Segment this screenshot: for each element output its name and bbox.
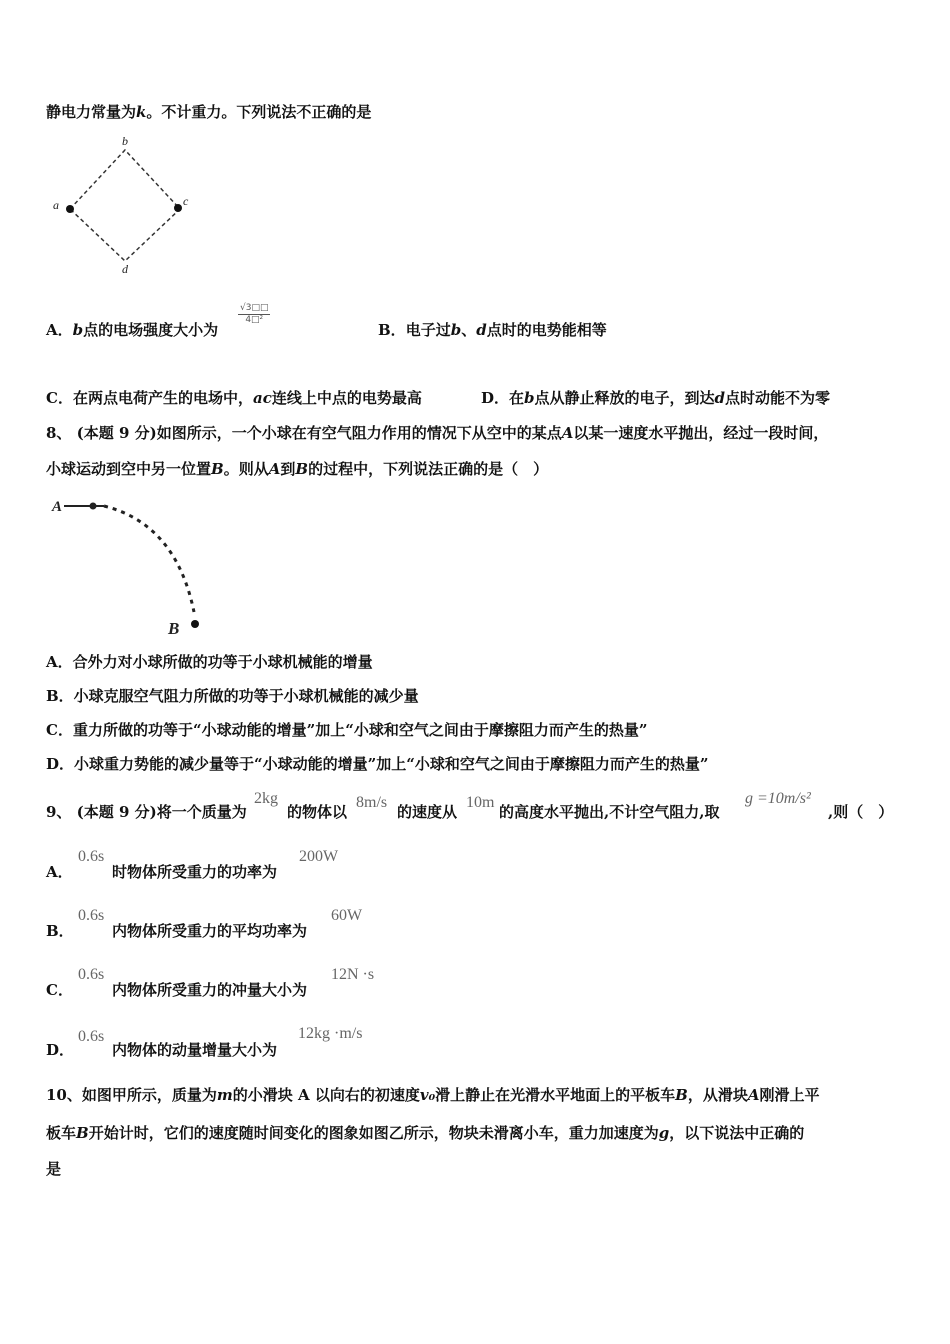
q8-trajectory-figure <box>46 494 216 639</box>
q7-diamond-figure <box>46 133 206 278</box>
q9-option-a-text: 时物体所受重力的功率为 <box>112 863 278 881</box>
q9-option-d-value: 12kg ·m/s <box>298 1025 363 1042</box>
q8-stem-line2: 小球运动到空中另一位置B。则从A到B的过程中，下列说法正确的是（ ） <box>46 460 549 478</box>
q9-option-b-time: 0.6s <box>78 907 105 924</box>
q9-option-c-time: 0.6s <box>78 966 105 983</box>
q9-option-a-letter: A． <box>46 863 73 881</box>
q10-stem-line1: 10、如图甲所示，质量为m的小滑块 A 以向右的初速度v₀滑上静止在光滑水平地面上的平板车B，从滑块A刚滑上平 <box>46 1086 820 1104</box>
q9-option-b-text: 内物体所受重力的平均功率为 <box>112 922 308 940</box>
label-c: c <box>183 194 189 208</box>
q9-stem-part5: ,则（ ） <box>828 803 894 821</box>
label-a: a <box>53 198 59 212</box>
q9-option-d-time: 0.6s <box>78 1028 105 1045</box>
q9-option-b-value: 60W <box>331 907 363 924</box>
q9-stem-part2: 的物体以 <box>287 803 348 821</box>
point-b-label: B <box>168 619 180 638</box>
q10-stem-line2: 板车B开始计时，它们的速度随时间变化的图象如图乙所示，物块未滑离小车，重力加速度为g，以下说法中正确的 <box>46 1124 805 1142</box>
q9-stem-part3: 的速度从 <box>397 803 458 821</box>
q7-option-c[interactable]: C．在两点电荷产生的电场中，ac连线上中点的电势最高 <box>46 389 422 407</box>
q9-option-d-letter: D． <box>46 1041 75 1059</box>
q9-stem-part4: 的高度水平抛出,不计空气阻力,取 <box>499 803 720 821</box>
q8-option-d[interactable]: D．小球重力势能的减少量等于“小球动能的增量”加上“小球和空气之间由于摩擦阻力而产生的热量” <box>46 755 709 773</box>
q7-option-a[interactable]: A．b点的电场强度大小为 <box>46 321 219 339</box>
q9-option-c-text: 内物体所受重力的冲量大小为 <box>112 981 308 999</box>
q9-mass: 2kg <box>254 790 278 807</box>
q8-option-a[interactable]: A．合外力对小球所做的功等于小球机械能的增量 <box>46 653 373 671</box>
q7-option-a-formula: √3□□ 4□² <box>240 303 269 325</box>
q8-stem-line1: 8、 (本题 9 分)如图所示，一个小球在有空气阻力作用的情况下从空中的某点A以某一速度水平抛出，经过一段时间， <box>46 424 829 442</box>
q9-option-c-value: 12N ·s <box>331 966 375 983</box>
q10-stem-line3: 是 <box>46 1160 62 1178</box>
q9-option-d-text: 内物体的动量增量大小为 <box>112 1041 278 1059</box>
q8-option-c[interactable]: C．重力所做的功等于“小球动能的增量”加上“小球和空气之间由于摩擦阻力而产生的热量” <box>46 721 648 739</box>
q7-intro-line: 静电力常量为k。不计重力。下列说法不正确的是 <box>46 103 372 121</box>
q7-option-d[interactable]: D．在b点从静止释放的电子，到达d点时动能不为零 <box>481 389 831 407</box>
q9-stem-part1: 9、 (本题 9 分)将一个质量为 <box>46 803 247 821</box>
q9-gravity: g =10m/s² <box>745 790 811 807</box>
q9-speed: 8m/s <box>356 794 388 811</box>
q7-option-b[interactable]: B．电子过b、d点时的电势能相等 <box>378 321 607 339</box>
q9-option-a-value: 200W <box>299 848 339 865</box>
q9-option-c-letter: C． <box>46 981 73 999</box>
label-b: b <box>122 134 128 148</box>
q9-option-a-time: 0.6s <box>78 848 105 865</box>
point-a-label: A <box>52 499 63 515</box>
q8-option-b[interactable]: B．小球克服空气阻力所做的功等于小球机械能的减少量 <box>46 687 419 705</box>
label-d: d <box>122 262 128 276</box>
q9-option-b-letter: B． <box>46 922 74 940</box>
q9-height: 10m <box>466 794 495 811</box>
